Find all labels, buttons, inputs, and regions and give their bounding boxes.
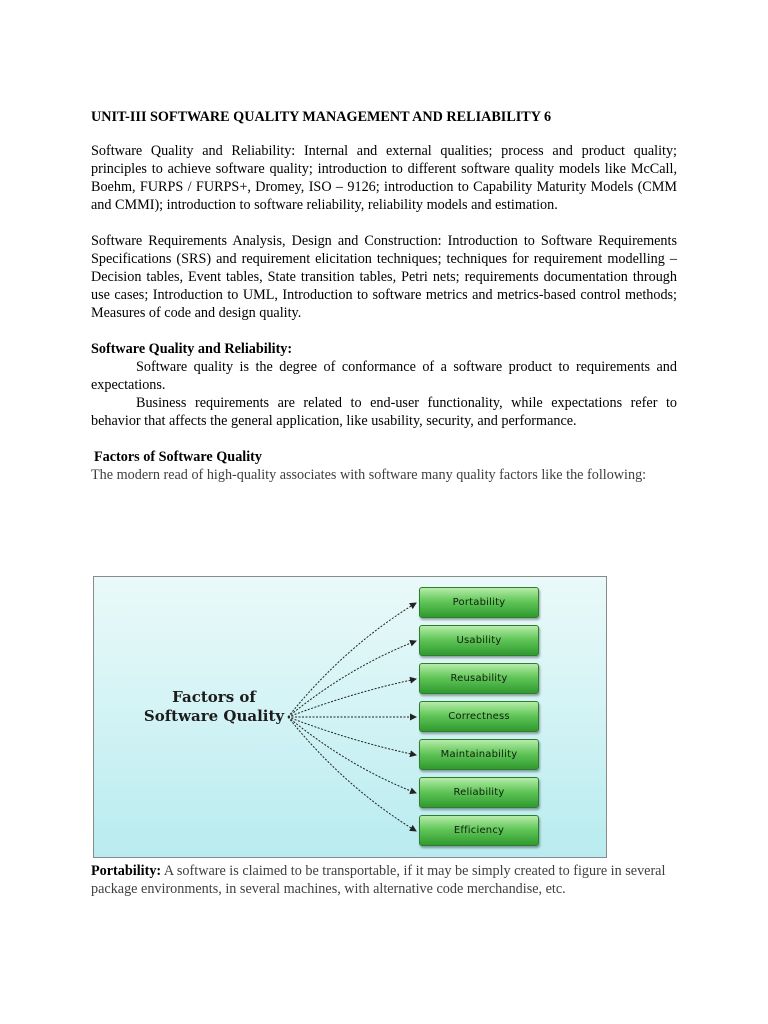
document-body — [91, 108, 677, 484]
diagram-title — [124, 688, 304, 726]
arrow-efficiency — [288, 717, 416, 831]
section-heading: Software Quality and Reliability: — [91, 341, 293, 357]
arrow-reusability — [288, 679, 416, 717]
portability-label: Portability: — [91, 863, 162, 879]
factor-correctness: Correctness — [419, 701, 539, 732]
syllabus-paragraph-2: Software Requirements Analysis, Design and Construction: Introduction to Software Requirements Specifications (SRS) and requirement elicitation techniques; techniques for requirement modelling – Decision tables, Event tables, State transition tables, Petri nets; requirements documentation through use cases; Introduction to UML, Introduction to software metrics and metrics-based control methods; Measures of code and design quality. — [91, 233, 677, 321]
syllabus-paragraph-1: Software Quality and Reliability: Internal and external qualities; process and product quality; principles to achieve software quality; introduction to different software quality models like McCall, Boehm, FURPS / FURPS+, Dromey, ISO – 9126; introduction to Capability Maturity Models (CMM and CMMI); introduction to software reliability, reliability models and estimation. — [91, 143, 677, 213]
diagram-title-line-1: Factors of — [172, 688, 256, 706]
factor-reliability: Reliability — [419, 777, 539, 808]
arrow-reliability — [288, 717, 416, 793]
definition-paragraph: Software quality is the degree of conformance of a software product to requirements and expectations. — [91, 359, 677, 393]
factors-diagram — [93, 576, 607, 858]
factor-portability: Portability — [419, 587, 539, 618]
factor-efficiency: Efficiency — [419, 815, 539, 846]
portability-text: A software is claimed to be transportable, if it may be simply created to figure in several package environments, in several machines, with alternative code merchandise, etc. — [91, 863, 666, 897]
unit-title: UNIT-III SOFTWARE QUALITY MANAGEMENT AND RELIABILITY 6 — [91, 109, 552, 125]
diagram-title-line-2: Software Quality — [143, 707, 285, 725]
factors-intro: The modern read of high-quality associates with software many quality factors like the following: — [91, 467, 647, 483]
arrow-portability — [288, 603, 416, 717]
factors-heading: Factors of Software Quality — [94, 449, 262, 465]
arrow-usability — [288, 641, 416, 717]
factor-usability: Usability — [419, 625, 539, 656]
arrow-maintainability — [288, 717, 416, 755]
portability-paragraph — [91, 862, 691, 898]
factor-reusability: Reusability — [419, 663, 539, 694]
business-paragraph: Business requirements are related to end-user functionality, while expectations refer to behavior that affects the general application, like usability, security, and performance. — [91, 395, 677, 429]
factor-maintainability: Maintainability — [419, 739, 539, 770]
